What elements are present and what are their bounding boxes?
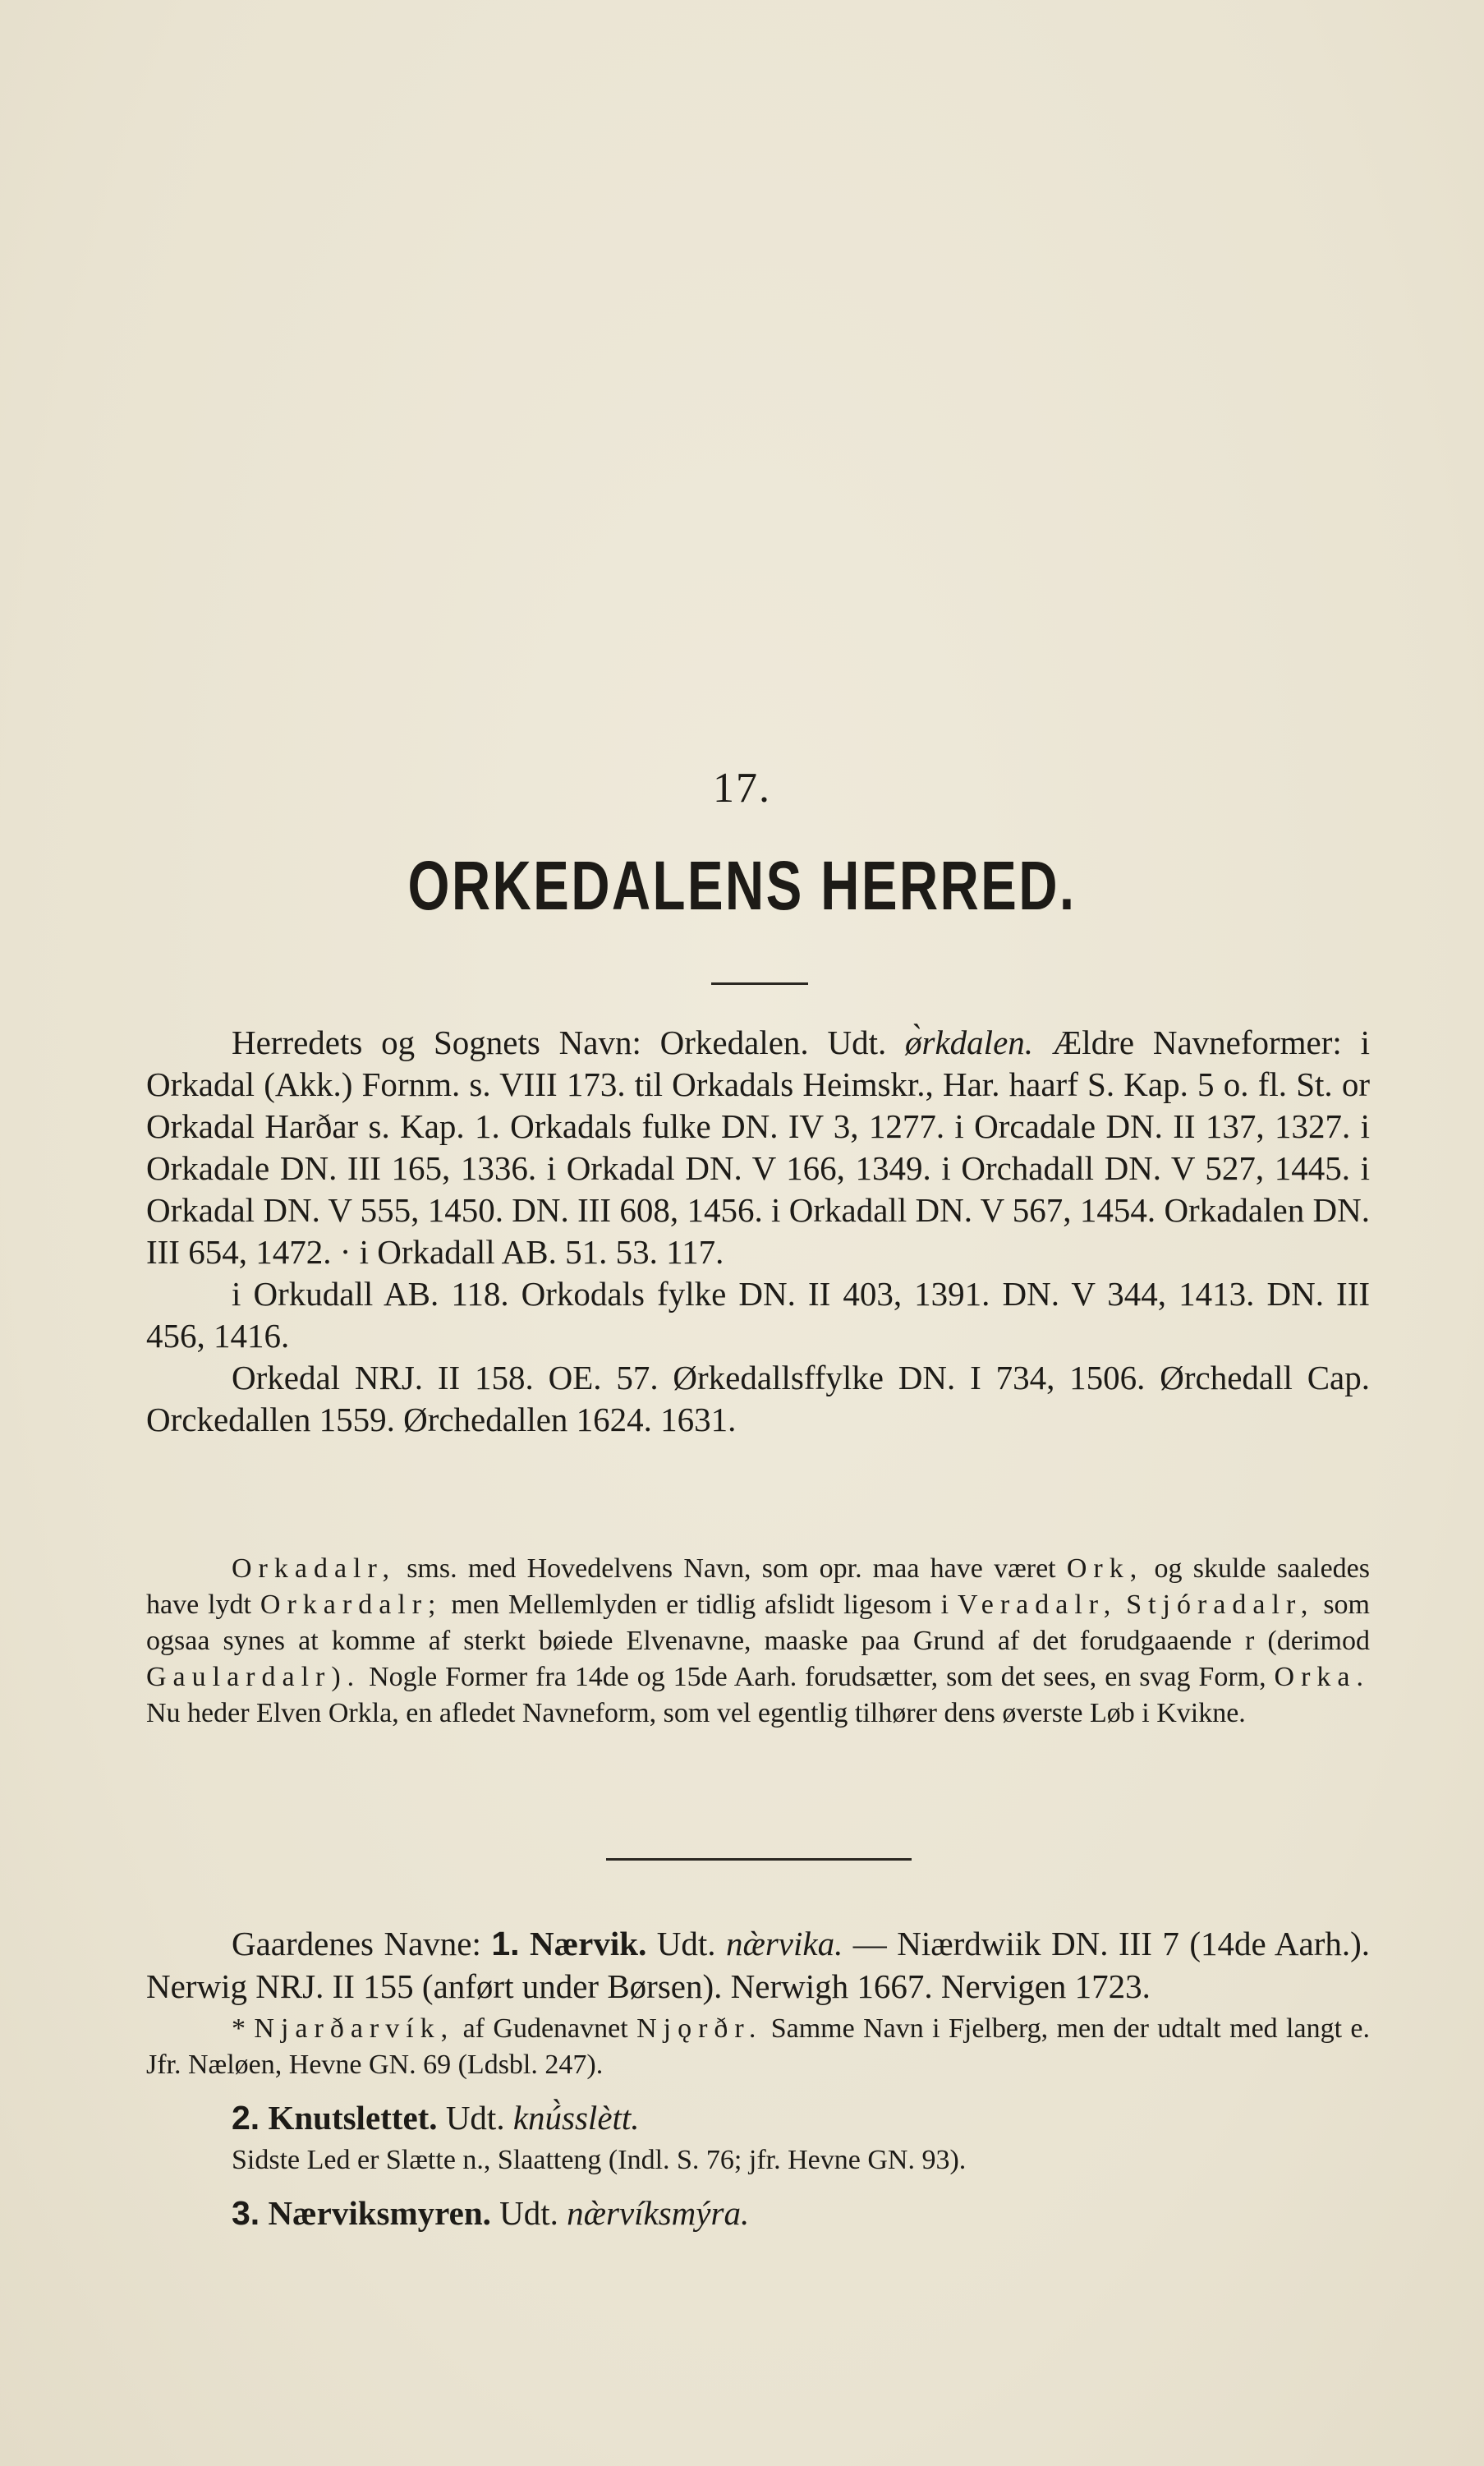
farm-name: Knutslettet.: [268, 2099, 438, 2137]
parish-paragraph-3: Orkedal NRJ. II 158. OE. 57. Ørkedallsffylke DN. I 734, 1506. Ørchedall Cap. Orckedallen 1559. Ørchedallen 1624. 1631.: [146, 1359, 1370, 1438]
farm-entry-1: [146, 1922, 1370, 2008]
parish-name: Orkedalen.: [659, 1024, 809, 1061]
note-word: Orka.: [1274, 1662, 1370, 1692]
note-text: som ogsaa synes at komme af sterkt bøiede Elvenavne, maaske paa Grund af det forudgaaende r (derimod: [146, 1590, 1370, 1656]
note-text: Samme Navn i Fjelberg, men der udtalt med langt e. Jfr. Næløen, Hevne GN. 69 (Ldsbl. 247).: [146, 2013, 1371, 2080]
parish-label: Herredets og Sognets Navn:: [232, 1024, 641, 1061]
etymology-paragraph: [146, 1551, 1370, 1732]
farm-forms: — Niærdwiik DN. III 7 (14de Aarh.). Nerwig NRJ. II 155 (anført under Børsen). Nerwigh 1667. Nervigen 1723.: [146, 1925, 1371, 2005]
note-word: Gaulardalr).: [146, 1662, 361, 1692]
parish-name-section: [146, 1022, 1370, 1441]
section-divider-long: [606, 1858, 912, 1861]
note-word: Njarðarvík,: [254, 2013, 455, 2044]
note-word: Veradalr,: [957, 1590, 1118, 1620]
chapter-title: ORKEDALENS HERRED.: [407, 847, 1077, 924]
footnote-star: *: [232, 2013, 246, 2044]
etymology-note: [146, 1551, 1370, 1732]
note-text: [1117, 1590, 1126, 1620]
note-text: af Gudenavnet: [454, 2013, 637, 2044]
chapter-number: 17.: [713, 765, 771, 812]
section-divider-short: [711, 982, 808, 985]
parish-udt: Udt.: [827, 1024, 887, 1061]
note-text: sms. med Hovedelvens Navn, som opr. maa have været: [395, 1553, 1067, 1584]
note-text: men Mellemlyden er tidlig afslidt ligesom i: [442, 1590, 958, 1620]
parish-pronunciation: ø̀rkdalen.: [905, 1024, 1034, 1061]
farm-entry-3: [146, 2192, 1370, 2234]
note-text: Nogle Former fra 14de og 15de Aarh. forudsætter, som det sees, en svag Form,: [361, 1662, 1275, 1692]
note-text: og skulde saaledes have lydt: [146, 1553, 1370, 1620]
farm-names-section: [146, 1922, 1370, 2234]
note-word: Orkardalr;: [260, 1590, 443, 1620]
note-text: Nu heder Elven Orkla, en afledet Navneform, som vel egentlig tilhører dens øverste Løb i Kvikne.: [146, 1698, 1246, 1728]
farm-number: 1.: [491, 1925, 520, 1962]
farm-pronunciation: næ̀rvika.: [725, 1925, 843, 1962]
farm-name: Nærvik.: [529, 1925, 647, 1962]
parish-paragraph-2: i Orkudall AB. 118. Orkodals fylke DN. II 403, 1391. DN. V 344, 1413. DN. III 456, 1416.: [146, 1275, 1370, 1355]
note-word: Orkadalr,: [232, 1553, 396, 1584]
farm-entry-2: [146, 2096, 1370, 2139]
farm-udt: Udt.: [499, 2194, 558, 2232]
parish-older-forms: Ældre Navneformer: i Orkadal (Akk.) Fornm. s. VIII 173. til Orkadals Heimskr., Har. haarf S. Kap. 5 o. fl. St. or Orkadal Harðar s. Kap. 1. Orkadals fulke DN. IV 3, 1277. i Orcadale DN. II 137, 1327. i Orkadale DN. III 165, 1336. i Orkadal DN. V 166, 1349. i Orchadall DN. V 527, 1445. i Orkadal DN. V 555, 1450. DN. III 608, 1456. i Orkadall DN. V 567, 1454. Orkadalen DN. III 654, 1472. · i Orkadall AB. 51. 53. 117.: [146, 1024, 1370, 1271]
note-word: Ork,: [1066, 1553, 1144, 1584]
farm-udt: Udt.: [445, 2099, 505, 2137]
farm-note-2: Sidste Led er Slætte n., Slaatteng (Indl. S. 76; jfr. Hevne GN. 93).: [232, 2145, 967, 2175]
farm-name: Nærviksmyren.: [268, 2194, 491, 2232]
farm-udt: Udt.: [656, 1925, 716, 1962]
parish-paragraph-1: [146, 1022, 1370, 1273]
note-word: Stjóradalr,: [1126, 1590, 1315, 1620]
farm-number: 3.: [232, 2194, 260, 2232]
note-word: Njǫrðr.: [636, 2013, 763, 2044]
farm-pronunciation: knú̀sslètt.: [512, 2099, 640, 2137]
farm-number: 2.: [232, 2099, 260, 2137]
farms-label: Gaardenes Navne:: [232, 1925, 481, 1962]
farm-note-1: [146, 2011, 1370, 2083]
farm-pronunciation: næ̀rvíksmýra.: [567, 2194, 750, 2232]
